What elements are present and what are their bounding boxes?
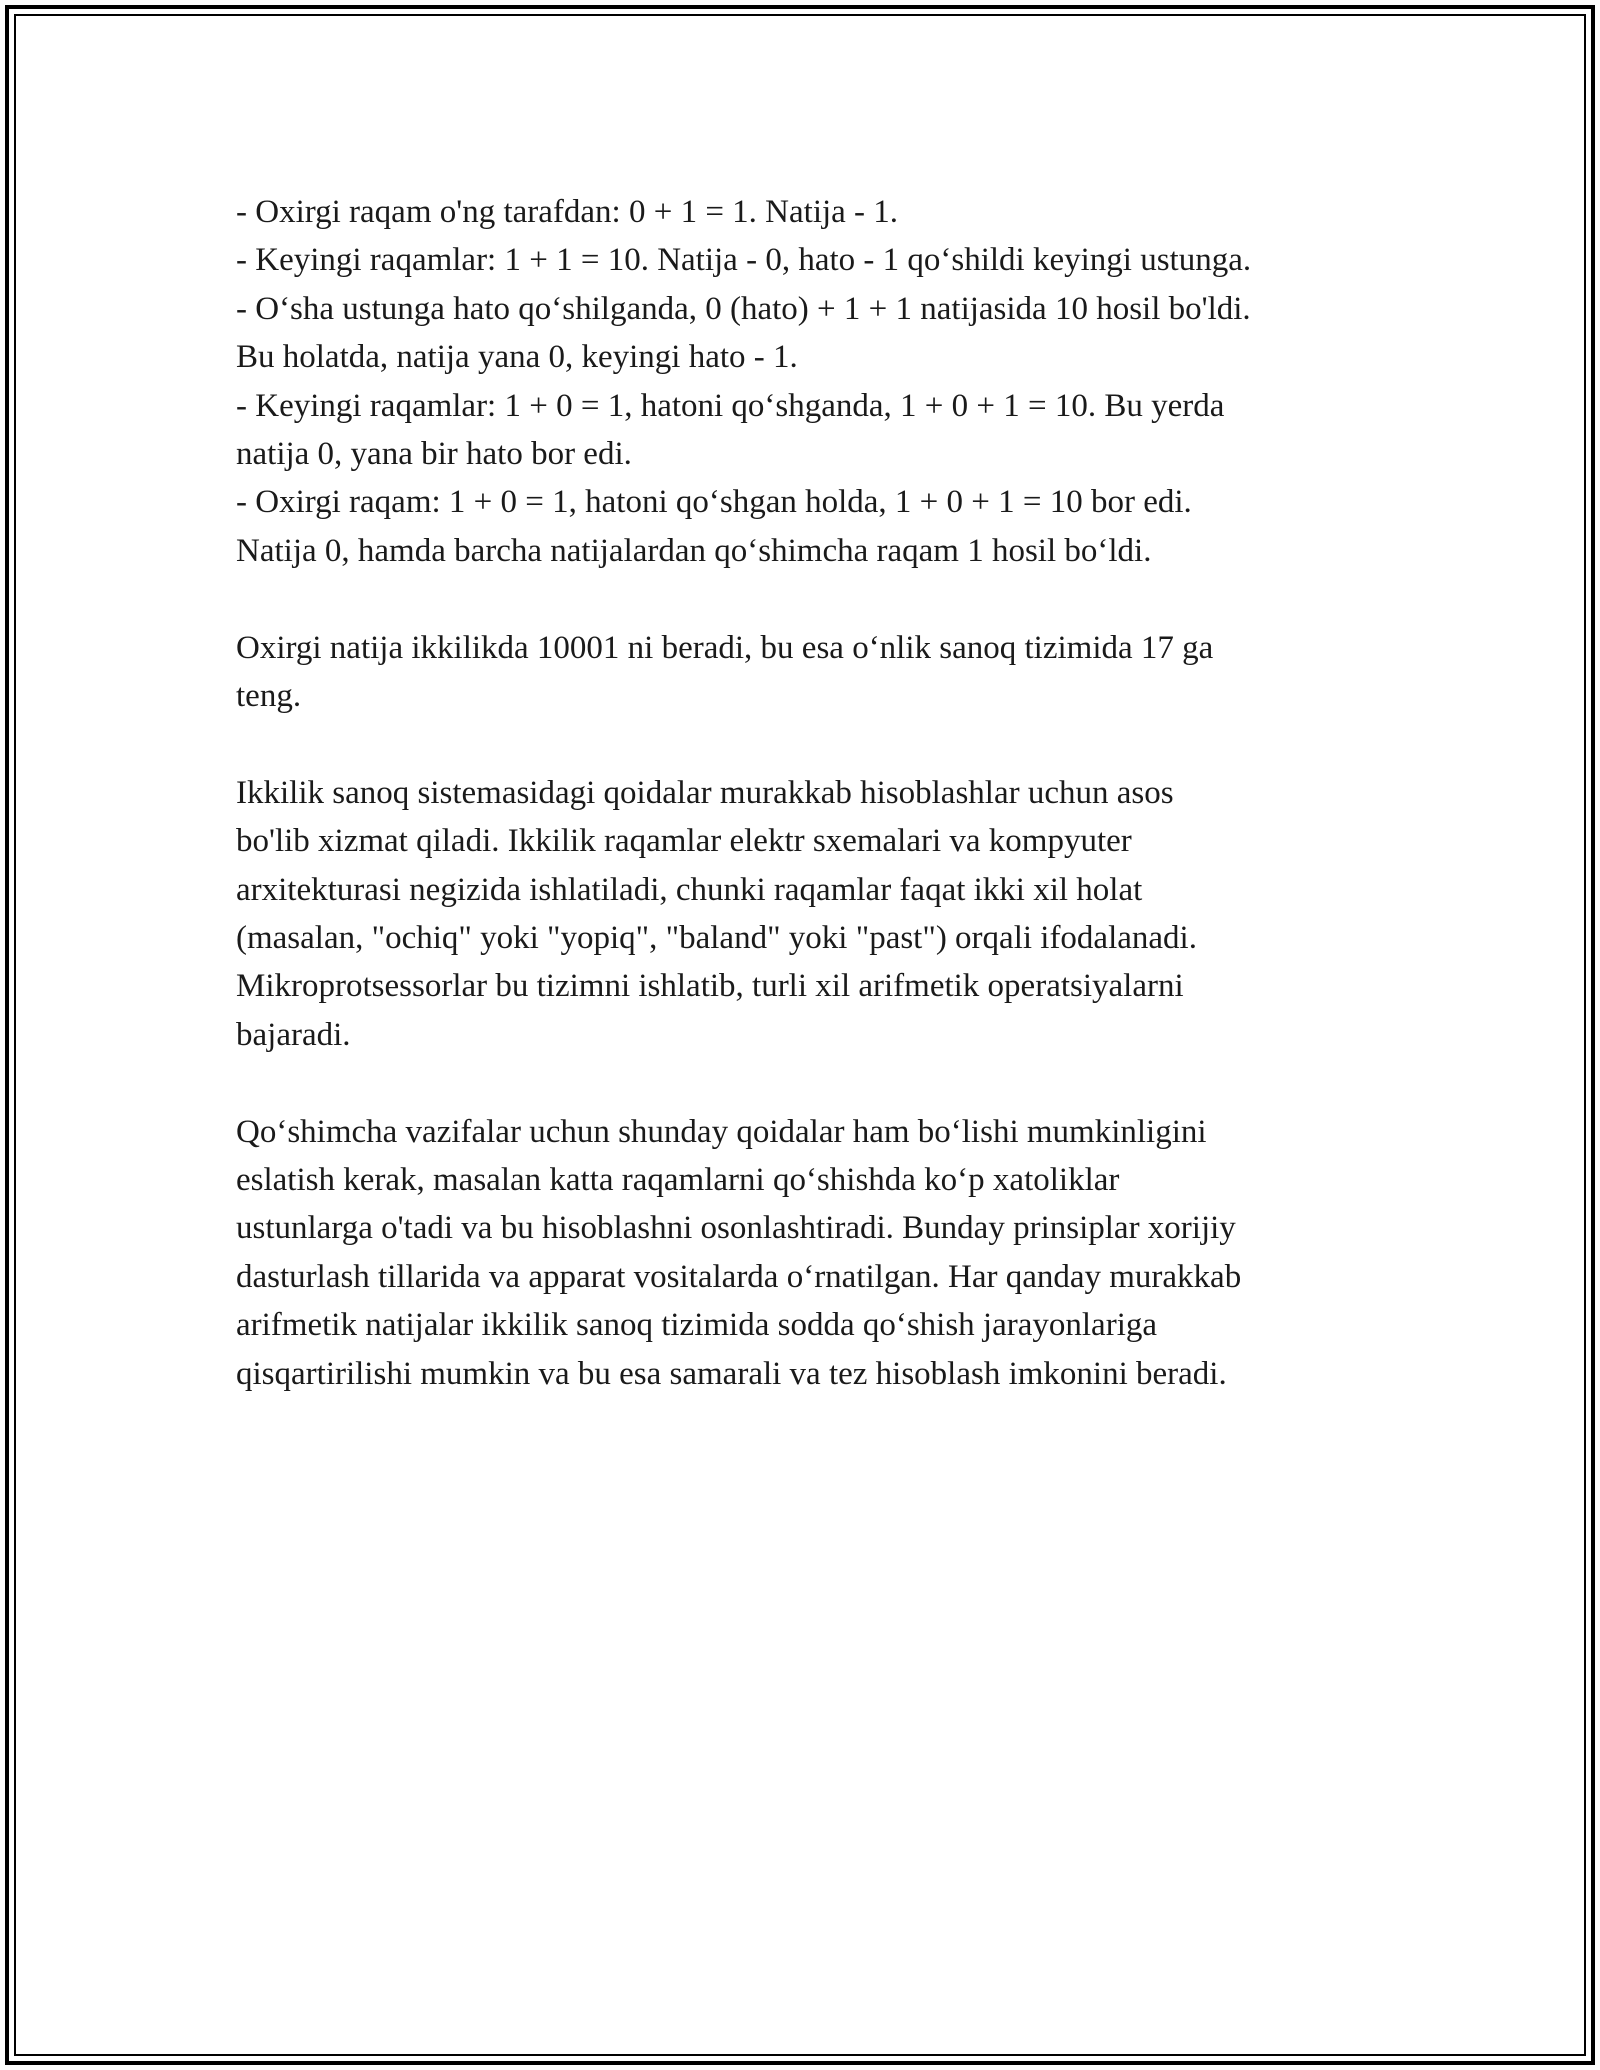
rules-paragraph (236, 769, 1376, 1059)
step-line: Bu holatda, natija yana 0, keyingi hato - 1. (236, 339, 798, 376)
paragraph-line: dasturlash tillarida va apparat vositalarda o‘rnatilgan. Har qanday murakkab (236, 1258, 1242, 1295)
paragraph-line: qisqartirilishi mumkin va bu esa samarali va tez hisoblash imkonini beradi. (236, 1355, 1227, 1392)
step-line: - Keyingi raqamlar: 1 + 0 = 1, hatoni qo‘shganda, 1 + 0 + 1 = 10. Bu yerda (236, 387, 1225, 424)
step-line: - Oxirgi raqam o'ng tarafdan: 0 + 1 = 1. Natija - 1. (236, 194, 899, 230)
paragraph-line: arifmetik natijalar ikkilik sanoq tizimida sodda qo‘shish jarayonlariga (236, 1307, 1158, 1344)
paragraph-spacer (236, 1059, 1376, 1107)
document-body (236, 188, 1376, 1398)
step-item (236, 188, 1376, 236)
paragraph-line: Ikkilik sanoq sistemasidagi qoidalar murakkab hisoblashlar uchun asos (236, 774, 1174, 811)
step-line: - Keyingi raqamlar: 1 + 1 = 10. Natija - 0, hato - 1 qo‘shildi keyingi ustunga. (236, 242, 1252, 279)
paragraph-line: bajaradi. (236, 1016, 351, 1053)
step-item (236, 236, 1376, 284)
paragraph-line: ustunlarga o'tadi va bu hisoblashni osonlashtiradi. Bunday prinsiplar xorijiy (236, 1210, 1236, 1247)
step-item (236, 285, 1376, 382)
additional-paragraph (236, 1108, 1376, 1398)
paragraph-line: Qo‘shimcha vazifalar uchun shunday qoidalar ham bo‘lishi mumkinligini (236, 1113, 1207, 1150)
paragraph-spacer (236, 575, 1376, 623)
addition-steps-list (236, 188, 1376, 575)
step-line: natija 0, yana bir hato bor edi. (236, 436, 632, 473)
paragraph-line: Mikroprotsessorlar bu tizimni ishlatib, turli xil arifmetik operatsiyalarni (236, 968, 1184, 1005)
paragraph-line: eslatish kerak, masalan katta raqamlarni qo‘shishda ko‘p xatoliklar (236, 1162, 1120, 1199)
step-item (236, 382, 1376, 479)
paragraph-line: arxitekturasi negizida ishlatiladi, chunki raqamlar faqat ikki xil holat (236, 871, 1143, 908)
paragraph-line: teng. (236, 678, 302, 715)
paragraph-line: (masalan, "ochiq" yoki "yopiq", "baland" yoki "past") orqali ifodalanadi. (236, 920, 1197, 957)
step-line: - Oxirgi raqam: 1 + 0 = 1, hatoni qo‘shgan holda, 1 + 0 + 1 = 10 bor edi. (236, 484, 1192, 521)
step-line: Natija 0, hamda barcha natijalardan qo‘shimcha raqam 1 hosil bo‘ldi. (236, 532, 1152, 569)
step-item (236, 478, 1376, 575)
result-paragraph (236, 624, 1376, 721)
paragraph-spacer (236, 720, 1376, 768)
step-line: - O‘sha ustunga hato qo‘shilganda, 0 (hato) + 1 + 1 natijasida 10 hosil bo'ldi. (236, 290, 1251, 327)
paragraph-line: Oxirgi natija ikkilikda 10001 ni beradi, bu esa o‘nlik sanoq tizimida 17 ga (236, 629, 1214, 666)
paragraph-line: bo'lib xizmat qiladi. Ikkilik raqamlar elektr sxemalari va kompyuter (236, 823, 1132, 860)
